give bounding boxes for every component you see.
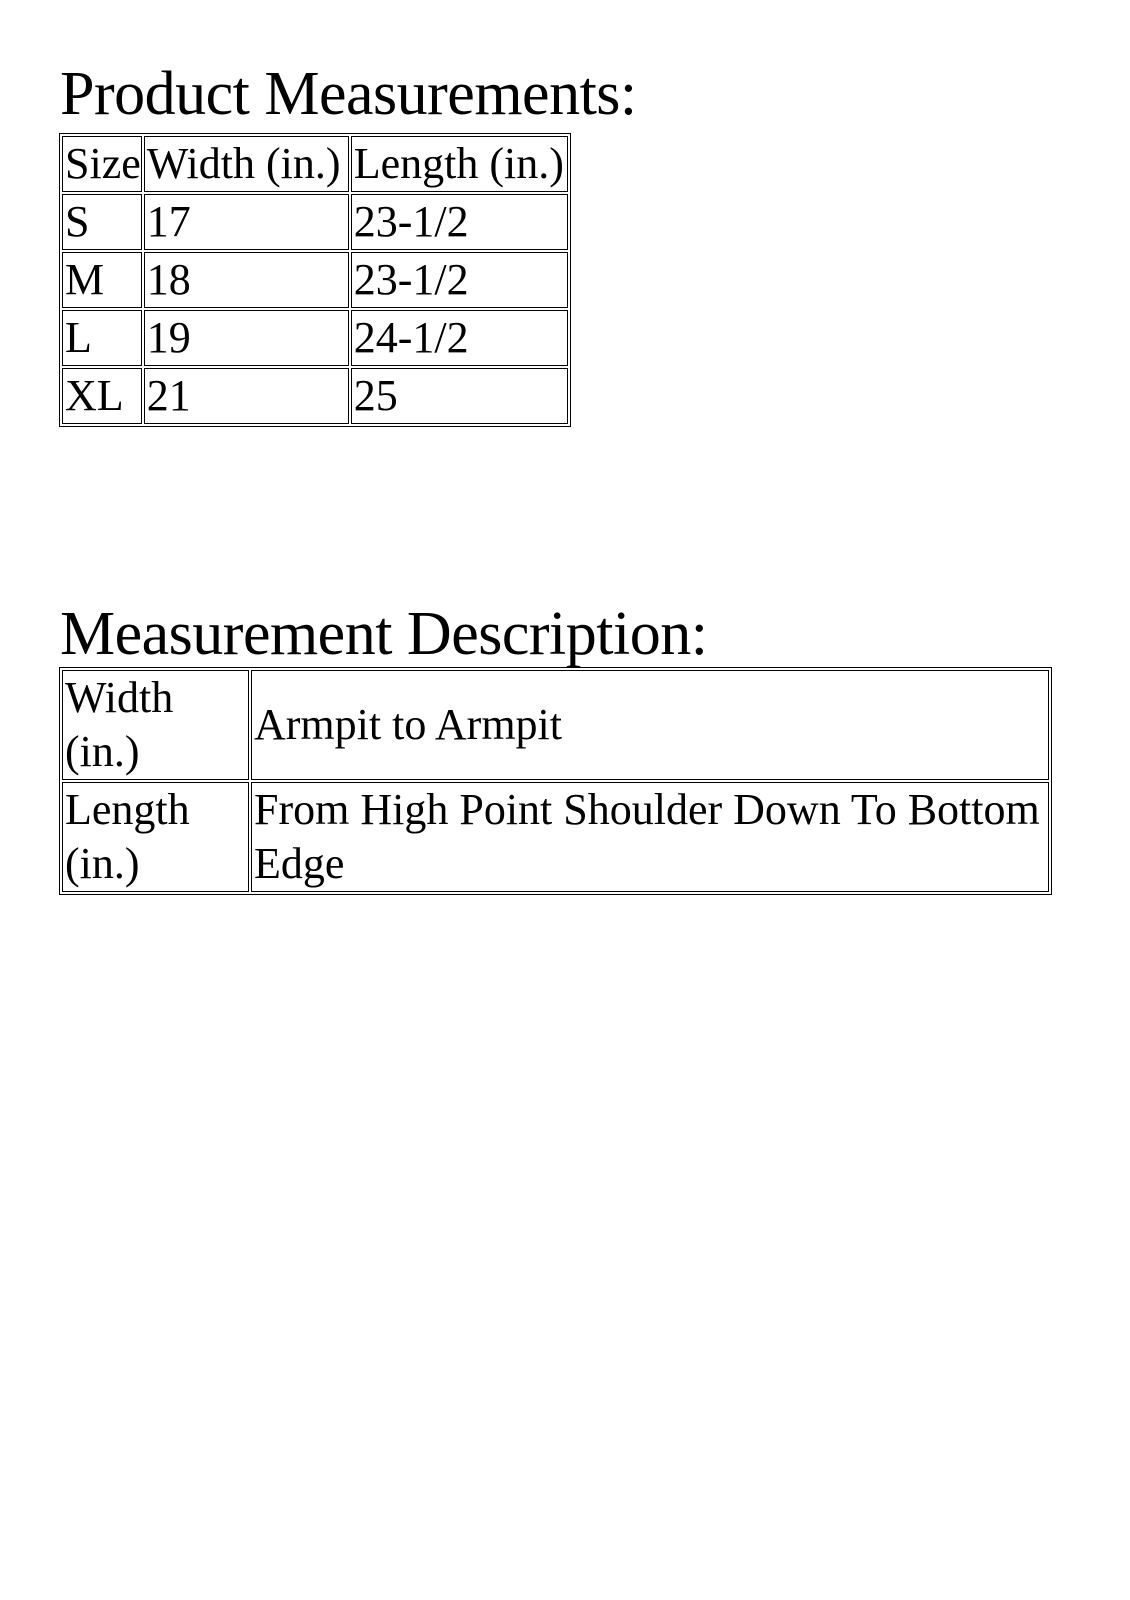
width-cell: 19 (144, 310, 349, 366)
length-cell: 23-1/2 (351, 194, 568, 250)
width-cell: 21 (144, 368, 349, 424)
width-cell: 17 (144, 194, 349, 250)
measurement-label-cell: Width (in.) (62, 670, 249, 780)
table-row (62, 782, 1049, 892)
table-row (62, 310, 568, 366)
length-cell: 23-1/2 (351, 252, 568, 308)
size-cell: S (62, 194, 142, 250)
header-size: Size (62, 136, 142, 192)
table-row (62, 252, 568, 308)
measurement-description-cell: Armpit to Armpit (251, 670, 1049, 780)
measurement-description-cell: From High Point Shoulder Down To Bottom Edge (251, 782, 1049, 892)
length-cell: 24-1/2 (351, 310, 568, 366)
table-row (62, 670, 1049, 780)
width-cell: 18 (144, 252, 349, 308)
size-cell: XL (62, 368, 142, 424)
table-row (62, 194, 568, 250)
header-width: Width (in.) (144, 136, 349, 192)
size-cell: L (62, 310, 142, 366)
product-measurements-heading: Product Measurements: (60, 60, 637, 128)
table-header-row (62, 136, 568, 192)
size-cell: M (62, 252, 142, 308)
table-row (62, 368, 568, 424)
header-length: Length (in.) (351, 136, 568, 192)
measurement-description-heading: Measurement Description: (60, 600, 708, 668)
size-table (59, 133, 571, 427)
length-cell: 25 (351, 368, 568, 424)
measurement-label-cell: Length (in.) (62, 782, 249, 892)
description-table (59, 667, 1052, 895)
